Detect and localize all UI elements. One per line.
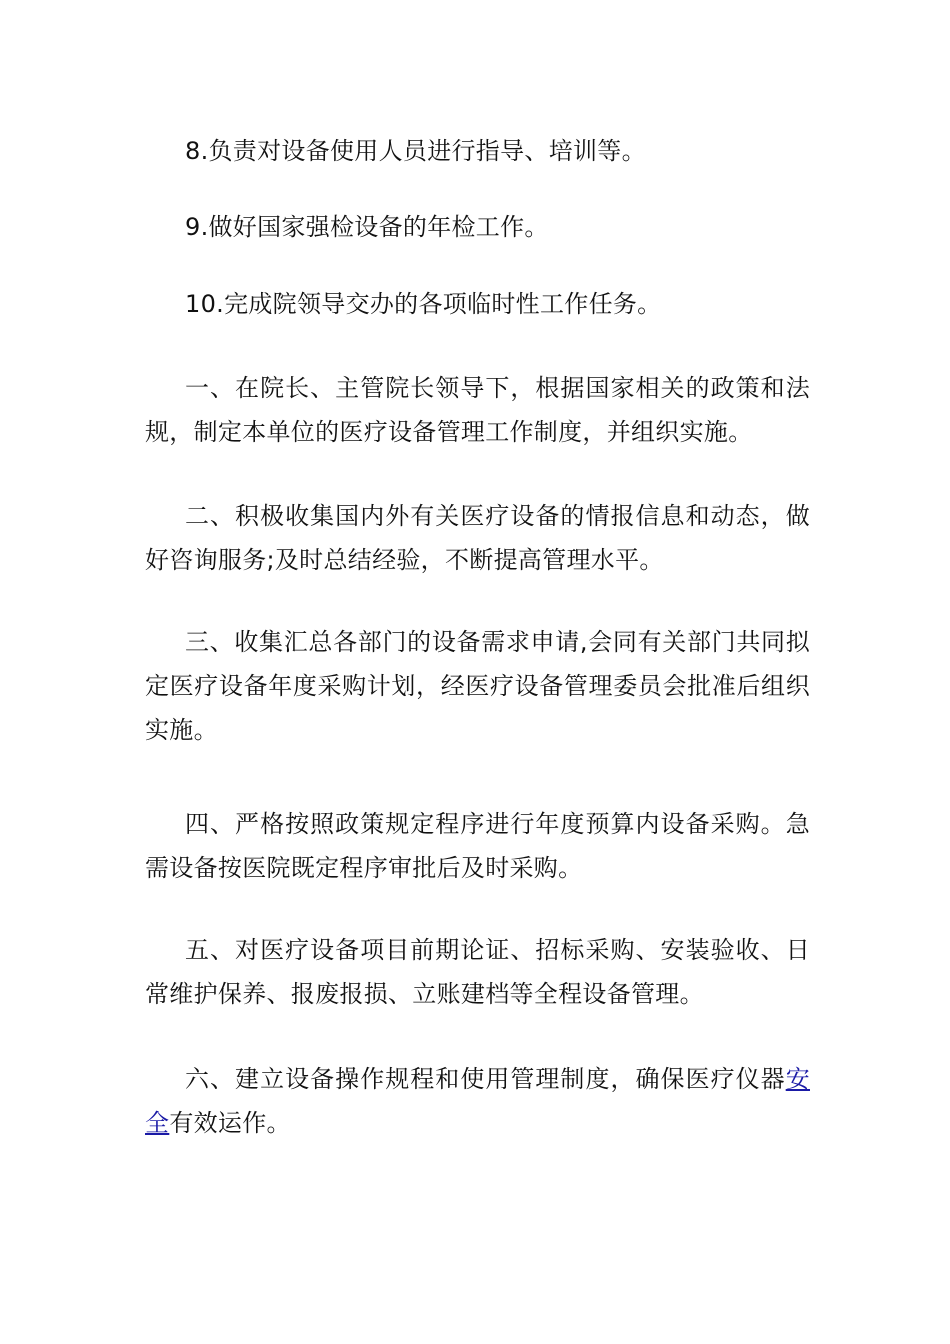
paragraph-six-text-after: 有效运作。: [169, 1109, 291, 1137]
paragraph-three: 三、收集汇总各部门的设备需求申请,会同有关部门共同拟定医疗设备年度采购计划，经医疗设备管理委员会批准后组织实施。: [145, 628, 810, 744]
paragraph-9: 9.做好国家强检设备的年检工作。: [185, 213, 549, 241]
paragraph-five: 五、对医疗设备项目前期论证、招标采购、安装验收、日常维护保养、报废报损、立账建档等全程设备管理。: [145, 936, 810, 1008]
paragraph-six-text-before: 六、建立设备操作规程和使用管理制度，确保医疗仪器: [185, 1065, 786, 1093]
paragraph-two: 二、积极收集国内外有关医疗设备的情报信息和动态，做好咨询服务;及时总结经验，不断提高管理水平。: [145, 502, 810, 574]
paragraph-six: [145, 1057, 810, 1145]
paragraph-8: 8.负责对设备使用人员进行指导、培训等。: [185, 137, 646, 165]
paragraph-one: 一、在院长、主管院长领导下，根据国家相关的政策和法规，制定本单位的医疗设备管理工作制度，并组织实施。: [145, 374, 810, 446]
paragraph-four: 四、严格按照政策规定程序进行年度预算内设备采购。急需设备按医院既定程序审批后及时采购。: [145, 810, 810, 882]
safety-link[interactable]: 安全: [145, 1065, 810, 1137]
paragraph-10: 10.完成院领导交办的各项临时性工作任务。: [185, 290, 662, 318]
